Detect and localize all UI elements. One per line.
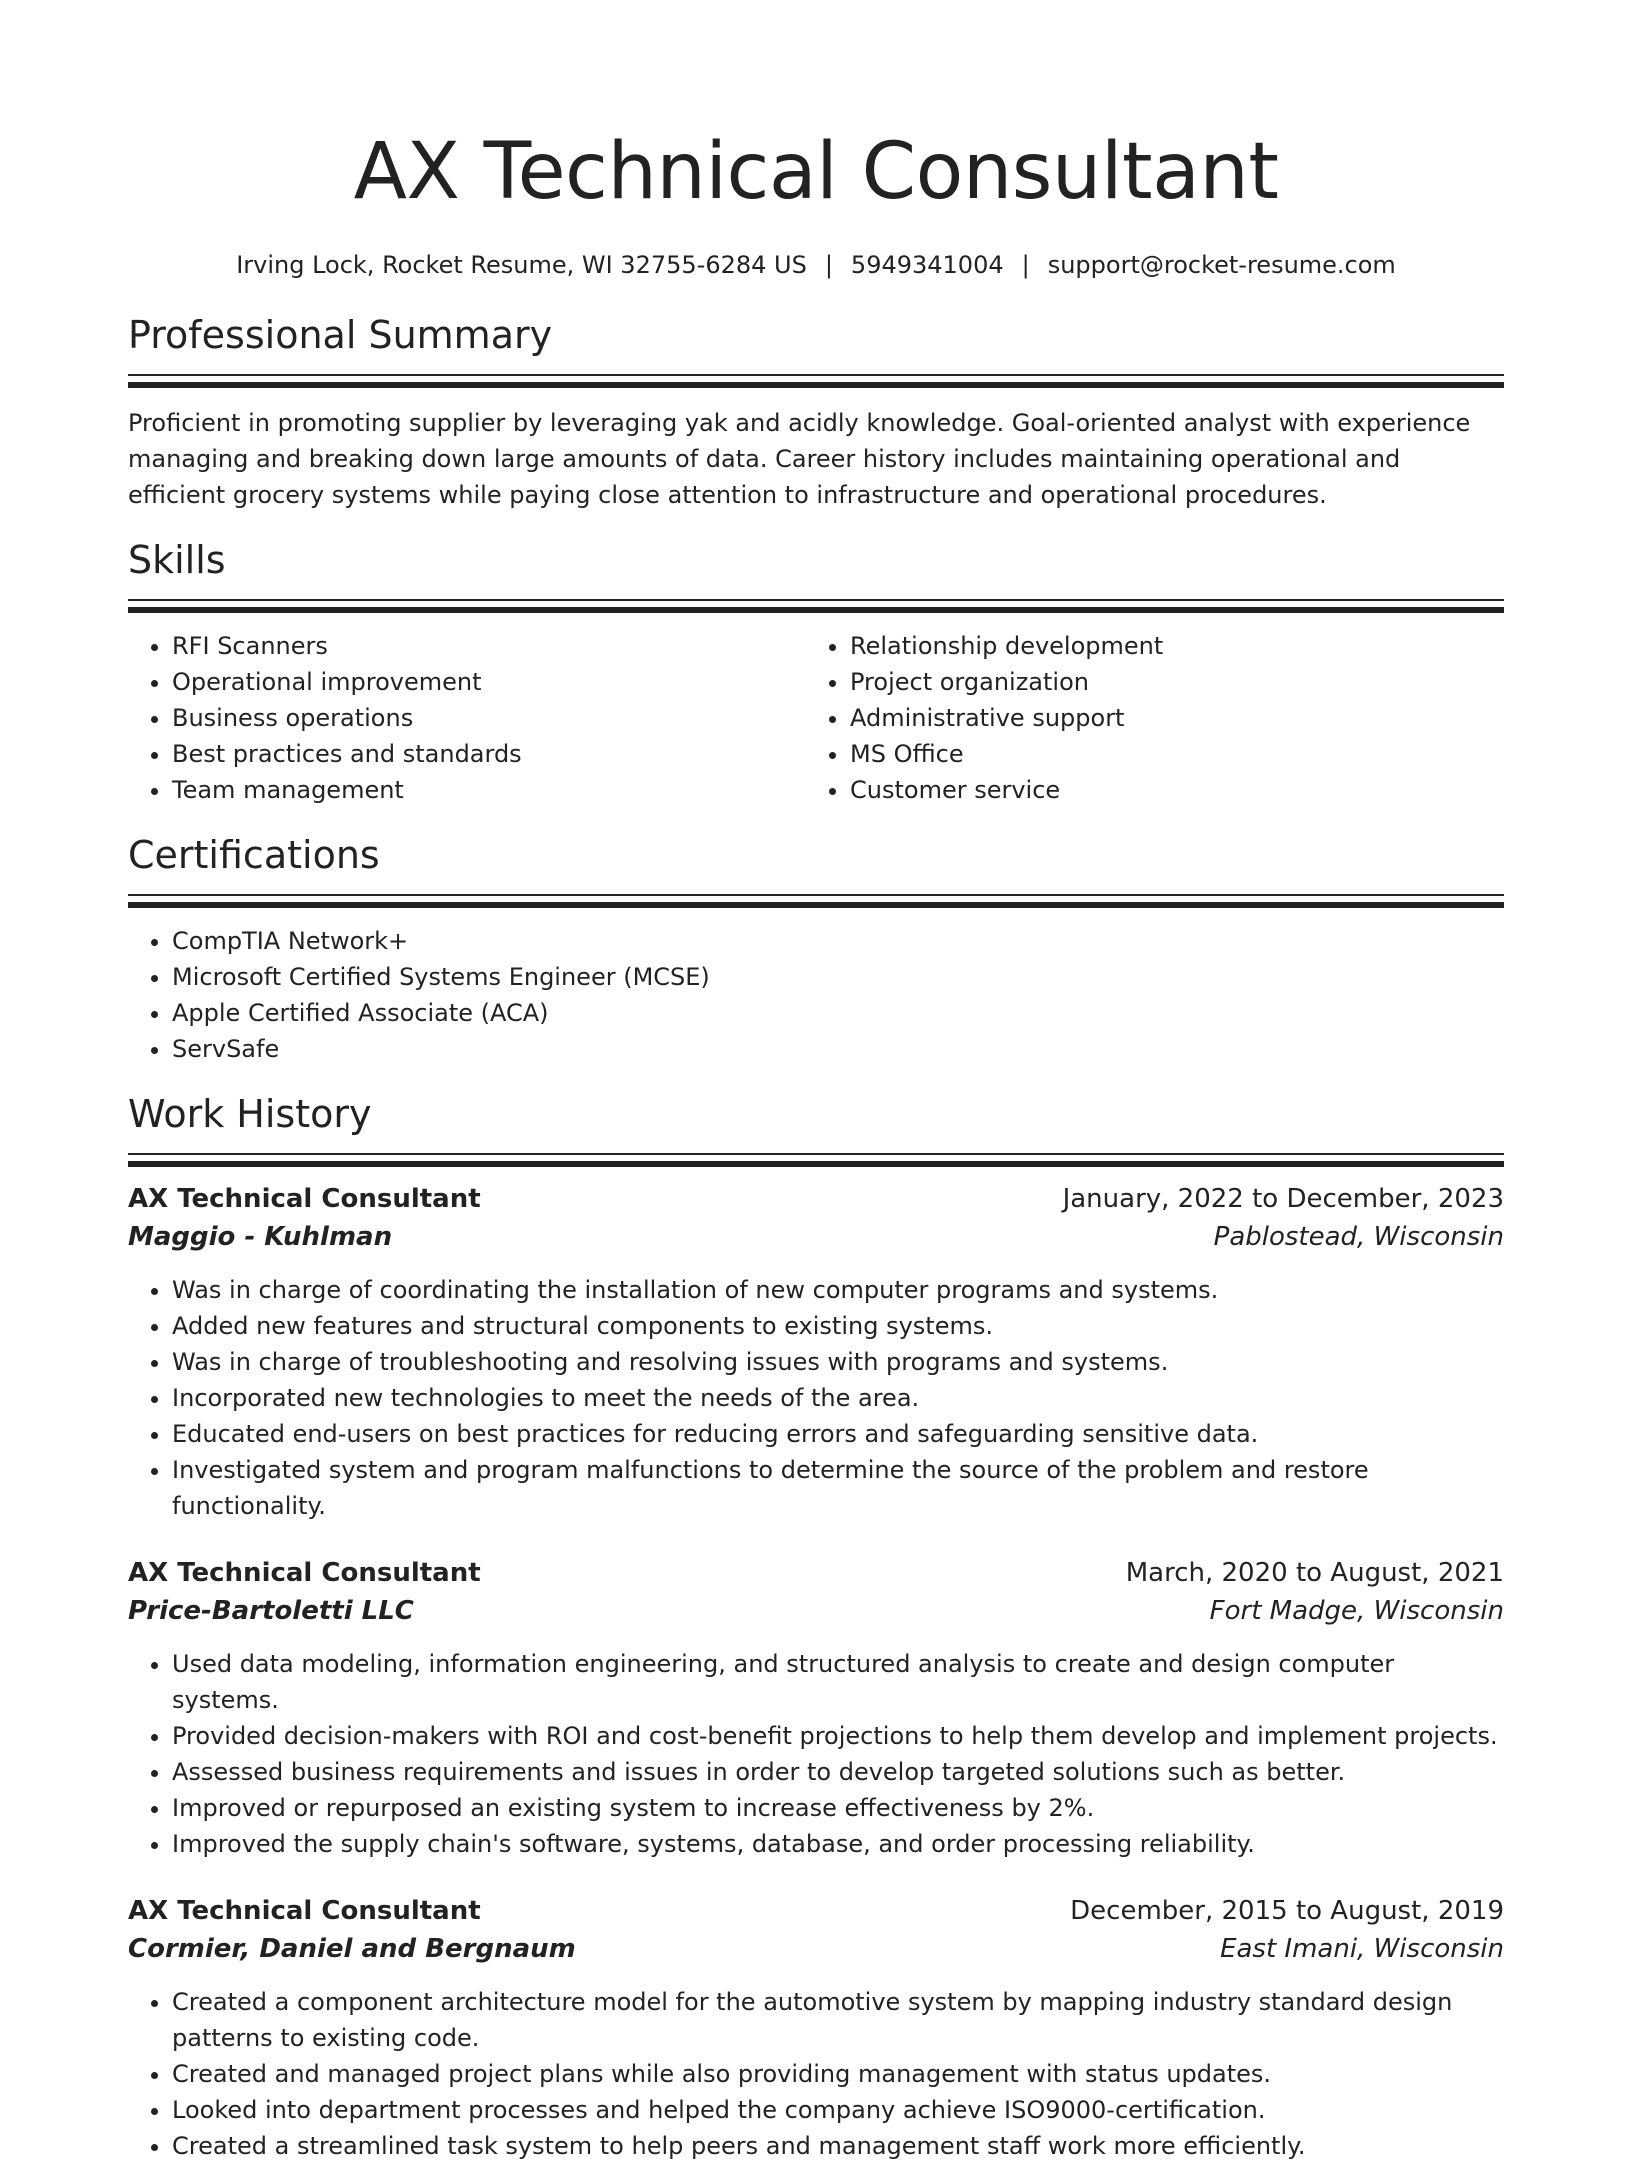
job-duties-list	[128, 1272, 1504, 1524]
skill-item: • MS Office	[850, 736, 1484, 772]
skills-list-right	[806, 628, 1484, 808]
job-duty: • Used data modeling, information engineering, and structured analysis to create and design computer systems.	[172, 1646, 1504, 1718]
skill-item: • Team management	[172, 772, 806, 808]
job-subheader	[128, 1930, 1504, 1968]
job-dates: December, 2015 to August, 2019	[1070, 1896, 1504, 1926]
job-duty: • Educated end-users on best practices for reducing errors and safeguarding sensitive data.	[172, 1416, 1504, 1452]
job-duty: • Was in charge of coordinating the installation of new computer programs and systems.	[172, 1272, 1504, 1308]
skill-item: • Operational improvement	[172, 664, 806, 700]
job-duties-list	[128, 1984, 1504, 2164]
job-location: Pablostead, Wisconsin	[1213, 1222, 1504, 1252]
job-header	[128, 1554, 1504, 1592]
job-duty: • Improved the supply chain's software, systems, database, and order processing reliability.	[172, 1826, 1504, 1862]
contact-separator: |	[824, 251, 833, 279]
job-duty: • Incorporated new technologies to meet the needs of the area.	[172, 1380, 1504, 1416]
job-duty: • Created a component architecture model for the automotive system by mapping industry standard design patterns to existing code.	[172, 1984, 1504, 2056]
job-duty: • Assessed business requirements and issues in order to develop targeted solutions such as better.	[172, 1754, 1504, 1790]
certification-item: • ServSafe	[172, 1031, 1504, 1067]
summary-section	[128, 310, 1504, 513]
job-header	[128, 1180, 1504, 1218]
contact-phone: 5949341004	[850, 251, 1004, 279]
job-dates: January, 2022 to December, 2023	[1062, 1184, 1504, 1214]
resume-page	[128, 0, 1504, 2164]
job-duty: • Provided decision-makers with ROI and cost-benefit projections to help them develop and implement projects.	[172, 1718, 1504, 1754]
work-history-section	[128, 1089, 1504, 2164]
contact-separator: |	[1021, 251, 1030, 279]
job-entry	[128, 1180, 1504, 1524]
skill-item: • Relationship development	[850, 628, 1484, 664]
certifications-section	[128, 830, 1504, 1067]
skill-item: • Business operations	[172, 700, 806, 736]
job-title: AX Technical Consultant	[128, 1184, 481, 1214]
job-duty: • Created a streamlined task system to help peers and management staff work more efficiently.	[172, 2128, 1504, 2164]
job-subheader	[128, 1218, 1504, 1256]
section-divider	[128, 894, 1504, 907]
skills-list-left	[128, 628, 806, 808]
skills-grid	[128, 628, 1504, 808]
skills-column-left	[128, 628, 806, 808]
certifications-list	[128, 923, 1504, 1067]
skill-item: • Customer service	[850, 772, 1484, 808]
job-title: AX Technical Consultant	[128, 1896, 481, 1926]
job-duty: • Created and managed project plans while also providing management with status updates.	[172, 2056, 1504, 2092]
job-entry	[128, 1554, 1504, 1862]
job-entry	[128, 1892, 1504, 2164]
contact-line	[128, 248, 1504, 282]
job-duty: • Was in charge of troubleshooting and resolving issues with programs and systems.	[172, 1344, 1504, 1380]
section-title-summary: Professional Summary	[128, 313, 553, 357]
section-divider	[128, 599, 1504, 612]
skill-item: • RFI Scanners	[172, 628, 806, 664]
section-divider	[128, 1153, 1504, 1166]
job-duty: • Looked into department processes and helped the company achieve ISO9000-certification.	[172, 2092, 1504, 2128]
job-header	[128, 1892, 1504, 1930]
job-duty: • Added new features and structural components to existing systems.	[172, 1308, 1504, 1344]
section-title-certifications: Certifications	[128, 833, 380, 877]
skill-item: • Project organization	[850, 664, 1484, 700]
certification-item: • Apple Certified Associate (ACA)	[172, 995, 1504, 1031]
certification-item: • Microsoft Certified Systems Engineer (MCSE)	[172, 959, 1504, 995]
job-duties-list	[128, 1646, 1504, 1862]
job-company: Cormier, Daniel and Bergnaum	[128, 1934, 576, 1964]
skill-item: • Administrative support	[850, 700, 1484, 736]
job-location: Fort Madge, Wisconsin	[1209, 1596, 1504, 1626]
section-divider	[128, 374, 1504, 387]
job-title: AX Technical Consultant	[128, 1558, 481, 1588]
job-dates: March, 2020 to August, 2021	[1125, 1558, 1504, 1588]
job-duty: • Improved or repurposed an existing system to increase effectiveness by 2%.	[172, 1790, 1504, 1826]
certification-item: • CompTIA Network+	[172, 923, 1504, 959]
job-duty: • Investigated system and program malfunctions to determine the source of the problem and restore functionality.	[172, 1452, 1504, 1524]
skills-column-right	[806, 628, 1484, 808]
summary-text: Proficient in promoting supplier by leveraging yak and acidly knowledge. Goal-oriented analyst with experience managing and breaking down large amounts of data. Career history includes maintaining operational and efficient grocery systems while paying close attention to infrastructure and operational procedures.	[128, 409, 1471, 509]
contact-email[interactable]: support@rocket-resume.com	[1047, 251, 1396, 279]
skill-item: • Best practices and standards	[172, 736, 806, 772]
section-title-skills: Skills	[128, 538, 226, 582]
job-company: Price-Bartoletti LLC	[128, 1596, 414, 1626]
job-subheader	[128, 1592, 1504, 1630]
skills-section	[128, 535, 1504, 808]
job-location: East Imani, Wisconsin	[1220, 1934, 1504, 1964]
contact-address: Irving Lock, Rocket Resume, WI 32755-6284 US	[236, 251, 807, 279]
section-title-work-history: Work History	[128, 1092, 372, 1136]
candidate-name: AX Technical Consultant	[353, 127, 1279, 217]
job-company: Maggio - Kuhlman	[128, 1222, 393, 1252]
